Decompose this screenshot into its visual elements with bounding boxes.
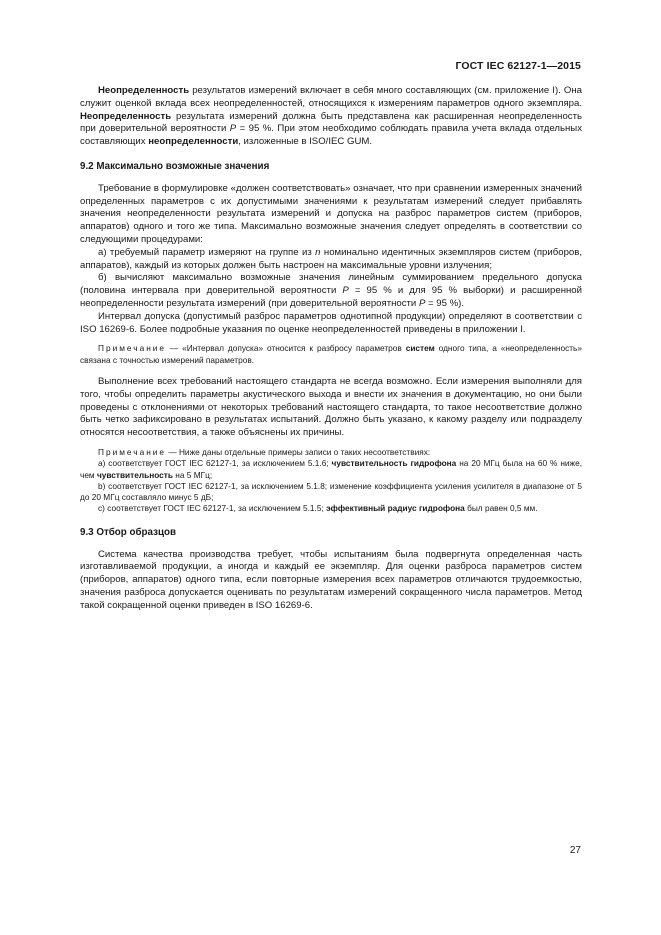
intro-paragraph: Неопределенность результатов измерений включает в себя много составляющих (см. приложение I). Она служит оценкой вклада всех неопределенностей, относящихся к измерениям параметров одного экземпляра. Неопределенность результата измерений должна быть представлена как расширенная неопределенность при доверительной вероятности P = 95 %. При этом необходимо соблюдать правила учета вклада отдельных составляющих неопределенности, изложенные в ISO/IEC GUM. [80,85,583,148]
term-uncertainty-2: Неопределенность [80,110,172,122]
section-9-3-paragraph-1: Система качества производства требует, чтобы испытаниям была подвергнута определенная часть изготавливаемой продукции, а иногда и каждый ее экземпляр. Для оценки разброса параметров систем (приборов, аппаратов) одного типа, если повторные измерения всех параметров отличаются трудоемкостью, значения разброса допускается оценивать по результатам измерений сокращенного числа параметров. Метод такой сокращенной оценки приведен в ISO 16269-6. [80,548,582,611]
note-2-item-b: b) соответствует ГОСТ IEC 62127-1, за исключением 5.1.8; изменение коэффициента усиления усилителя в диапазоне от 5 до 20 МГц составляло минус 5 дБ; [80,480,582,503]
section-9-2-paragraph-1: Требование в формулировке «должен соответствовать» означает, что при сравнении измеренных значений определенных параметров с их допустимыми значениями к результатам измерений следует прибавлять значения неопределенности результата измерений и допуска на разброс параметров систем (приборов, аппаратов) одного и того же типа. Максимально возможные значения следует определять в соответствии со следующими процедурами: [80,182,582,245]
note-label: Примечание [98,446,167,457]
section-9-2-paragraph-2: Интервал допуска (допустимый разброс параметров однотипной продукции) определяют в соответствии с ISO 16269-6. Более подробные указания по оценке неопределенностей приведены в приложении I. [80,310,582,335]
note-label: Примечание [98,343,167,354]
note-1: Примечание — «Интервал допуска» относится к разбросу параметров систем одного типа, а «неопределенность» связана с точностью измерений параметров. [80,343,582,365]
document-body [80,85,582,612]
section-9-2-heading: 9.2 Максимально возможные значения [80,160,270,172]
term-uncertainty-3: неопределенности [148,136,239,148]
note-2-item-a: а) соответствует ГОСТ IEC 62127-1, за исключением 5.1.6; чувствительность гидрофона на 20 МГц была на 60 % ниже, чем чувствительность на 5 МГц; [80,458,583,480]
section-9-3-heading: 9.3 Отбор образцов [80,526,176,538]
list-item-a: а) требуемый параметр измеряют на группе из n номинально идентичных экземпляров систем (приборов, аппаратов), каждый из которых должен быть настроен на максимальные уровни излучения; [80,246,582,271]
note-2-item-c: с) соответствует ГОСТ IEC 62127-1, за исключением 5.1.5; эффективный радиус гидрофона был равен 0,5 мм. [98,503,538,514]
term-uncertainty-1: Неопределенность [98,85,190,96]
page-number: 27 [569,845,581,856]
list-item-b: б) вычисляют максимально возможные значения линейным суммированием предельного допуска (половина интервала при доверительной вероятности P = 95 % и для 95 % выборки) и расширенной неопределенности результата измерений (при доверительной вероятности P = 95 %). [80,272,582,309]
note-2: Примечание — Ниже даны отдельные примеры записи о таких несоответствиях: а) соответствует ГОСТ IEC 62127-1, за исключением 5.1.6; чувствительность гидрофона на 20 МГц была на 60 % ниже, чем чувствительность на 5 МГц; b) соответствует ГОСТ IEC 62127-1, за исключением 5.1.8; изменение коэффициента усиления усилителя в диапазоне от 5 до 20 МГц составляло минус 5 дБ; с) соответствует ГОСТ IEC 62127-1, за исключением 5.1.5; эффективный радиус гидрофона был равен 0,5 мм. [80,446,583,514]
document-id-header: ГОСТ IEC 62127-1—2015 [455,60,581,72]
section-9-2-paragraph-3: Выполнение всех требований настоящего стандарта не всегда возможно. Если измерения выполняли для того, чтобы определить параметры акустического выхода и внести их значения в документацию, но они были проведены с отклонениями от некоторых требований настоящего стандарта, то такое несоответствие должно быть четко зафиксировано в результатах испытаний. Должно быть указано, к какому разделу или подразделу относятся несоответствия, а также объяснены их причины. [80,375,582,439]
